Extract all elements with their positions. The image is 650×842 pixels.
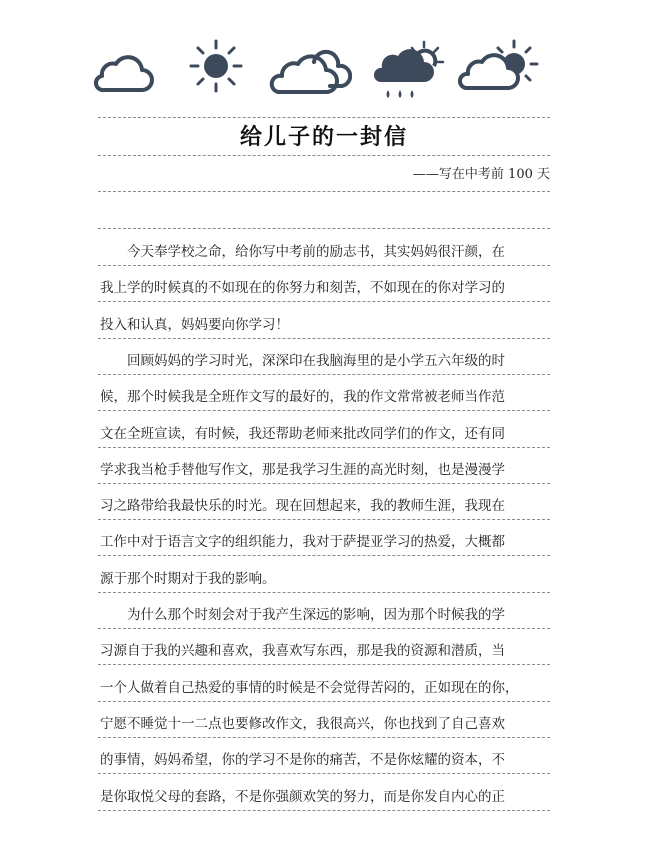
letter-line: 今天奉学校之命，给你写中考前的励志书，其实妈妈很汗颜，在 <box>100 244 505 260</box>
ruled-line <box>98 555 550 556</box>
ruled-line <box>98 155 550 156</box>
ruled-line <box>98 519 550 520</box>
letter-line: 学求我当枪手替他写作文，那是我学习生涯的高光时刻，也是漫漫学 <box>100 461 505 478</box>
ruled-line <box>98 701 550 702</box>
ruled-line <box>98 447 550 448</box>
letter-line: 回顾妈妈的学习时光，深深印在我脑海里的是小学五六年级的时 <box>100 352 505 369</box>
letter-line: 的事情，妈妈希望，你的学习不是你的痛苦，不是你炫耀的资本，不 <box>100 752 505 769</box>
cloud-icon <box>92 52 154 96</box>
ruled-line <box>98 117 550 118</box>
ruled-line <box>98 301 550 302</box>
letter-line: 习源自于我的兴趣和喜欢，我喜欢写东西，那是我的资源和潜质，当 <box>100 643 505 660</box>
letter-line: 习之路带给我最快乐的时光。现在回想起来，我的教师生涯，我现在 <box>100 498 505 515</box>
ruled-line <box>98 810 550 811</box>
ruled-line <box>98 228 550 229</box>
ruled-line <box>98 664 550 665</box>
ruled-line <box>98 737 550 738</box>
partly-cloudy-sun-icon <box>458 38 540 98</box>
letter-line: 一个人做着自己热爱的事情的时候是不会觉得苦闷的，正如现在的你， <box>100 679 519 696</box>
ruled-line <box>98 374 550 375</box>
page-title: 给儿子的一封信 <box>239 125 408 150</box>
letter-line: 我上学的时候真的不如现在的你努力和刻苦，不如现在的你对学习的 <box>100 280 505 297</box>
letter-line: 工作中对于语言文字的组织能力，我对于萨提亚学习的热爱，大概都 <box>100 534 505 551</box>
rain-cloud-sun-icon <box>372 38 446 108</box>
ruled-line <box>98 410 550 411</box>
letter-line: 为什么那个时刻会对于我产生深远的影响，因为那个时候我的学 <box>100 607 505 623</box>
ruled-line <box>98 592 550 593</box>
sun-icon <box>188 38 244 94</box>
subtitle: ——写在中考前 100 天 <box>412 167 550 182</box>
letter-line: 文在全班宣读，有时候，我还帮助老师来批改同学们的作文，还有同 <box>100 425 505 442</box>
cloud-icon <box>268 48 352 98</box>
ruled-line <box>98 483 550 484</box>
letter-line: 宁愿不睡觉十一二点也要修改作文，我很高兴，你也找到了自己喜欢 <box>100 715 505 732</box>
letter-line: 源于那个时期对于我的影响。 <box>100 570 276 587</box>
letter-line: 是你取悦父母的套路，不是你强颜欢笑的努力，而是你发自内心的正 <box>100 788 505 805</box>
letter-line: 投入和认真，妈妈要向你学习！ <box>100 316 289 333</box>
letter-line: 候，那个时候我是全班作文写的最好的，我的作文常常被老师当作范 <box>100 389 505 406</box>
ruled-line <box>98 628 550 629</box>
ruled-line <box>98 773 550 774</box>
weather-icon-row <box>0 34 650 114</box>
ruled-line <box>98 191 550 192</box>
ruled-line <box>98 338 550 339</box>
ruled-line <box>98 265 550 266</box>
